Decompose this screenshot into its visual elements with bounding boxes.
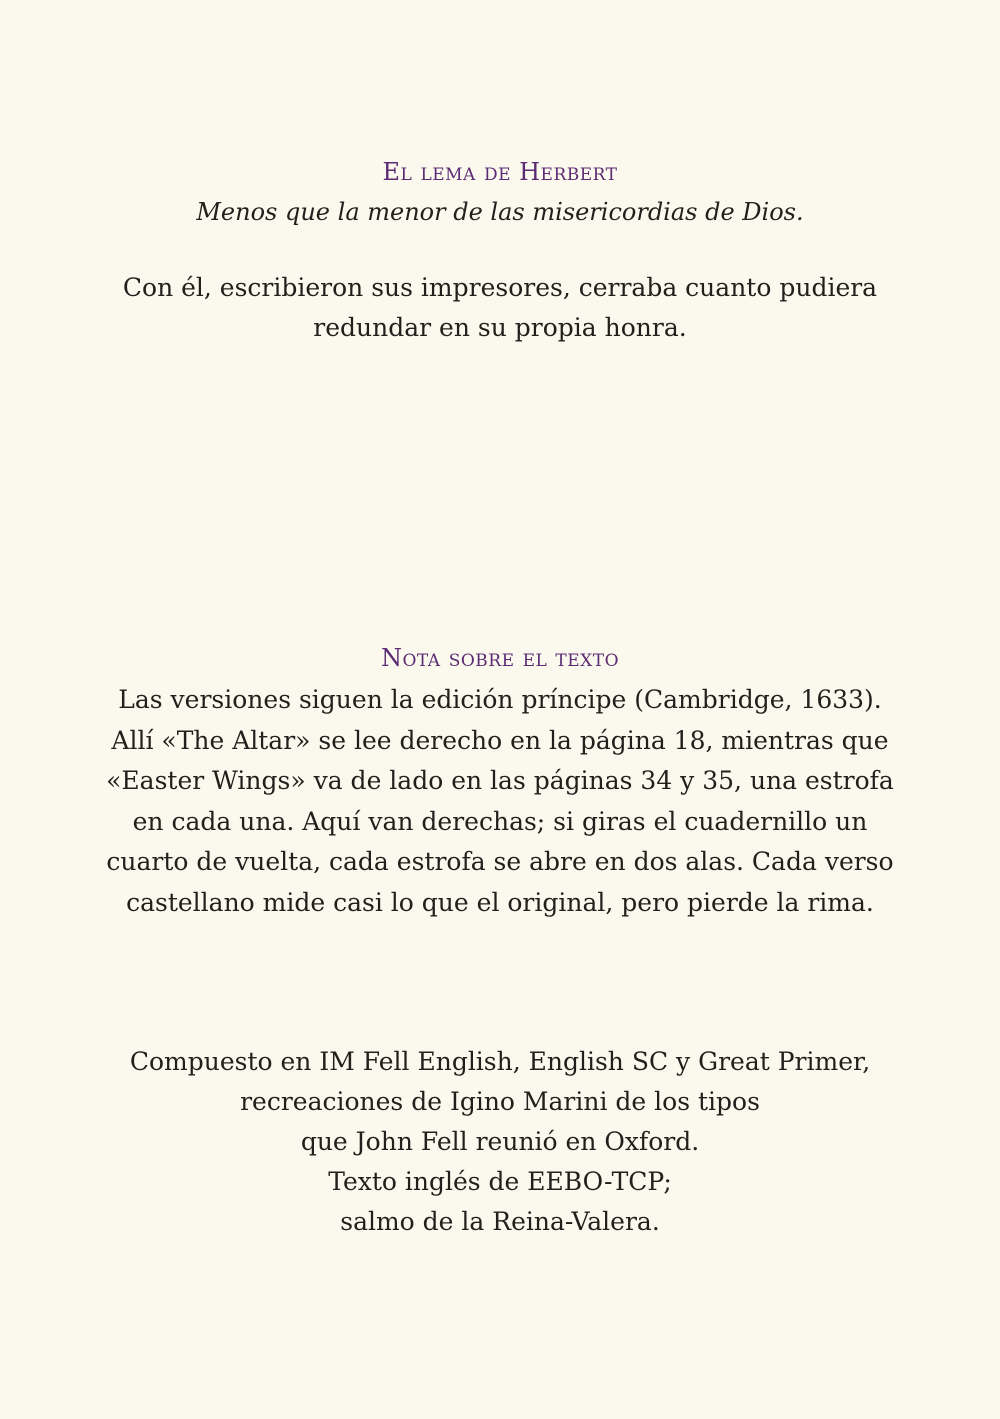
note-line: castellano mide casi lo que el original, pero pierde la rima. [126,887,874,917]
colophon-line: Texto inglés de EEBO-TCP; [328,1167,672,1196]
note-section [0,644,1000,923]
note-line: en cada una. Aquí van derechas; si giras el cuadernillo un [132,806,868,836]
colophon-line: salmo de la Reina-Valera. [340,1207,660,1236]
colophon-section [0,1042,1000,1242]
colophon-line: Compuesto en IM Fell English, English SC y Great Primer, [129,1047,871,1076]
note-line: cuarto de vuelta, cada estrofa se abre en dos alas. Cada verso [106,847,894,876]
note-line: Las versiones siguen la edición príncipe (Cambridge, 1633). [118,685,882,714]
motto-subtitle: Menos que la menor de las misericordias de Dios. [196,198,804,226]
motto-section [0,158,1000,348]
motto-line: Con él, escribieron sus impresores, cerraba cuanto pudiera [122,273,878,302]
motto-paragraph [0,268,1000,348]
motto-line: redundar en su propia honra. [313,313,687,342]
note-line: Allí «The Altar» se lee derecho en la página 18, mientras que [111,725,889,755]
note-heading: Nota sobre el texto [380,644,620,672]
colophon-line: recreaciones de Igino Marini de los tipos [240,1087,760,1116]
colophon [0,1042,1000,1242]
note-paragraph [0,680,1000,923]
motto-heading: El lema de Herbert [382,158,618,186]
colophon-line: que John Fell reunió en Oxford. [300,1127,700,1156]
note-line: «Easter Wings» va de lado en las páginas 34 y 35, una estrofa [106,766,894,795]
